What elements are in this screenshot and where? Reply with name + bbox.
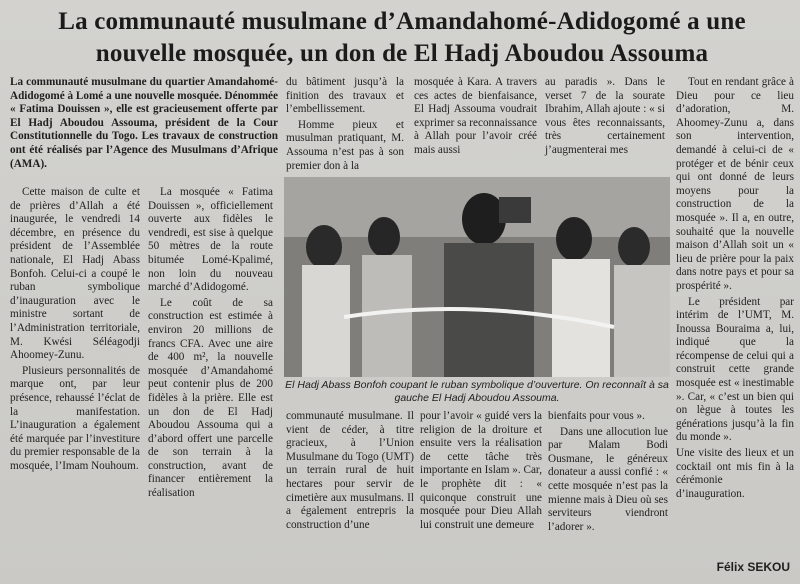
headline: La communauté musulmane d’Amandahomé-Adidogomé a une nouvelle mosquée, un don de El Hadj Aboudou Assouma bbox=[58, 8, 746, 67]
ceremony-photo bbox=[284, 177, 670, 377]
col5-paragraph-top: au paradis ». Dans le verset 7 de la sourate Ibrahim, Allah ajoute : « si vous êtes reconnaissants, très certainement j’augmenterai mes bbox=[545, 76, 665, 156]
column-4-top bbox=[414, 76, 537, 160]
col3-paragraph-2: Homme pieux et musulman pratiquant, M. Assouma n’est pas à son premier don à la bbox=[286, 118, 404, 172]
column-6 bbox=[676, 76, 794, 503]
column-5-bottom bbox=[548, 410, 668, 536]
col4-paragraph-top: mosquée à Kara. A travers ces actes de bienfaisance, El Hadj Assouma voudrait exprimer sa reconnaissance à Allah pour l’avoir créé mais aussi bbox=[414, 76, 538, 156]
column-4-bottom bbox=[420, 410, 542, 534]
col2-paragraph-1: La mosquée « Fatima Douissen », officiellement ouverte aux fidèles le vendredi, est sise à quelque 50 mètres de la route bitumée Lomé-Kpalimé, non loin du nouveau marché d’Adidogomé. bbox=[148, 186, 273, 294]
column-3-top bbox=[286, 76, 404, 175]
lead-paragraph: La communauté musulmane du quartier Amandahomé-Adidogomé à Lomé a une nouvelle mosquée. Dénommée « Fatima Douissen », elle est gracieusement offerte par El Hadj Aboudou Assouma, président de la Cour Constitutionnelle du Togo. Les travaux de construction ont été réalisés par l’Agence des Musulmans d’Afrique (AMA). bbox=[10, 76, 278, 170]
col3-paragraph-bottom: communauté musulmane. Il vient de céder, à titre gracieux, à l’Union Musulmane du Togo (UMT) un terrain rural de huit hectares pour servir de cimetière aux musulmans. Il a également entrepris la construction d’une bbox=[286, 410, 414, 531]
photo-caption: El Hadj Abass Bonfoh coupant le ruban symbolique d’ouverture. On reconnaît à sa gauche El Hadj Aboudou Assouma. bbox=[285, 379, 669, 404]
column-3-bottom bbox=[286, 410, 414, 534]
col4-paragraph-bottom: pour l’avoir « guidé vers la religion de la droiture et ensuite vers la réalisation de cette tâche très importante en Islam ». Car, le prophète dit : « quiconque construit une mosquée pour Dieu Allah lui construit une demeure bbox=[420, 410, 542, 531]
col2-paragraph-2: Le coût de sa construction est estimée à environ 20 millions de francs CFA. Avec une aire de 400 m², la nouvelle mosquée d’Amandahomé peut contenir plus de 200 fidèles à la prière. Elle est un don de El Hadj Aboudou Assouma qui a d’abord offert une parcelle de son terrain à la construction, avant de financer entièrement la réalisation bbox=[148, 296, 273, 500]
column-5-top bbox=[545, 76, 665, 160]
col5-paragraph-bottom-2: Dans une allocution lue par Malam Bodi Ousmane, le généreux donateur a aussi confié : « cette mosquée n’est pas la mienne mais à Dieu où ses serviteurs viendront l’adorer ». bbox=[548, 425, 668, 533]
column-1 bbox=[10, 186, 140, 475]
author-byline: Félix SEKOU bbox=[716, 560, 790, 574]
col3-paragraph-1: du bâtiment jusqu’à la finition des travaux et l’embellissement. bbox=[286, 76, 404, 116]
column-2 bbox=[148, 186, 273, 503]
col5-paragraph-bottom-1: bienfaits pour vous ». bbox=[548, 410, 645, 422]
col1-paragraph-2: Plusieurs personnalités de marque ont, par leur présence, rehaussé l’éclat de la manifestation. L’inauguration a également été marquée par l’investiture du premier responsable de la mosquée, l’Imam Nouhoum. bbox=[10, 364, 140, 472]
col1-paragraph-1: Cette maison de culte et de prières d’Allah a été inaugurée, le vendredi 14 décembre, en présence du président de l’Assemblée nationale, El Hadj Abass Bonfoh. Celui-ci a coupé le ruban symbolique d’inauguration avec le ministre sortant de l’Administration territoriale, M. Kwési Séléagodji Ahoomey-Zunu. bbox=[10, 186, 140, 362]
lead-column bbox=[10, 76, 278, 173]
ceremony-photo-illustration bbox=[284, 177, 670, 377]
col6-paragraph-1: Tout en rendant grâce à Dieu pour ce lieu d’adoration, M. Ahoomey-Zunu a, dans son intervention, demandé à celui-ci de « protéger et de bénir ceux qui ont donné de leurs moyens pour la construction de la mosquée ». Il a, en outre, souhaité que la nouvelle maison d’Allah soit un « lieu de prière pour la paix dans notre pays et pour sa prospérité ». bbox=[676, 76, 794, 292]
col6-paragraph-3: Une visite des lieux et un cocktail ont mis fin à la cérémonie d’inauguration. bbox=[676, 447, 794, 500]
col6-paragraph-2: Le président par intérim de l’UMT, M. Inoussa Bouraima a, lui, indiqué que la récompense de celui qui a construit cette grande mosquée est « inestimable ». Car, « c’est un bien qui on lègue à toutes les générations jusqu’à la fin du monde ». bbox=[676, 295, 794, 444]
